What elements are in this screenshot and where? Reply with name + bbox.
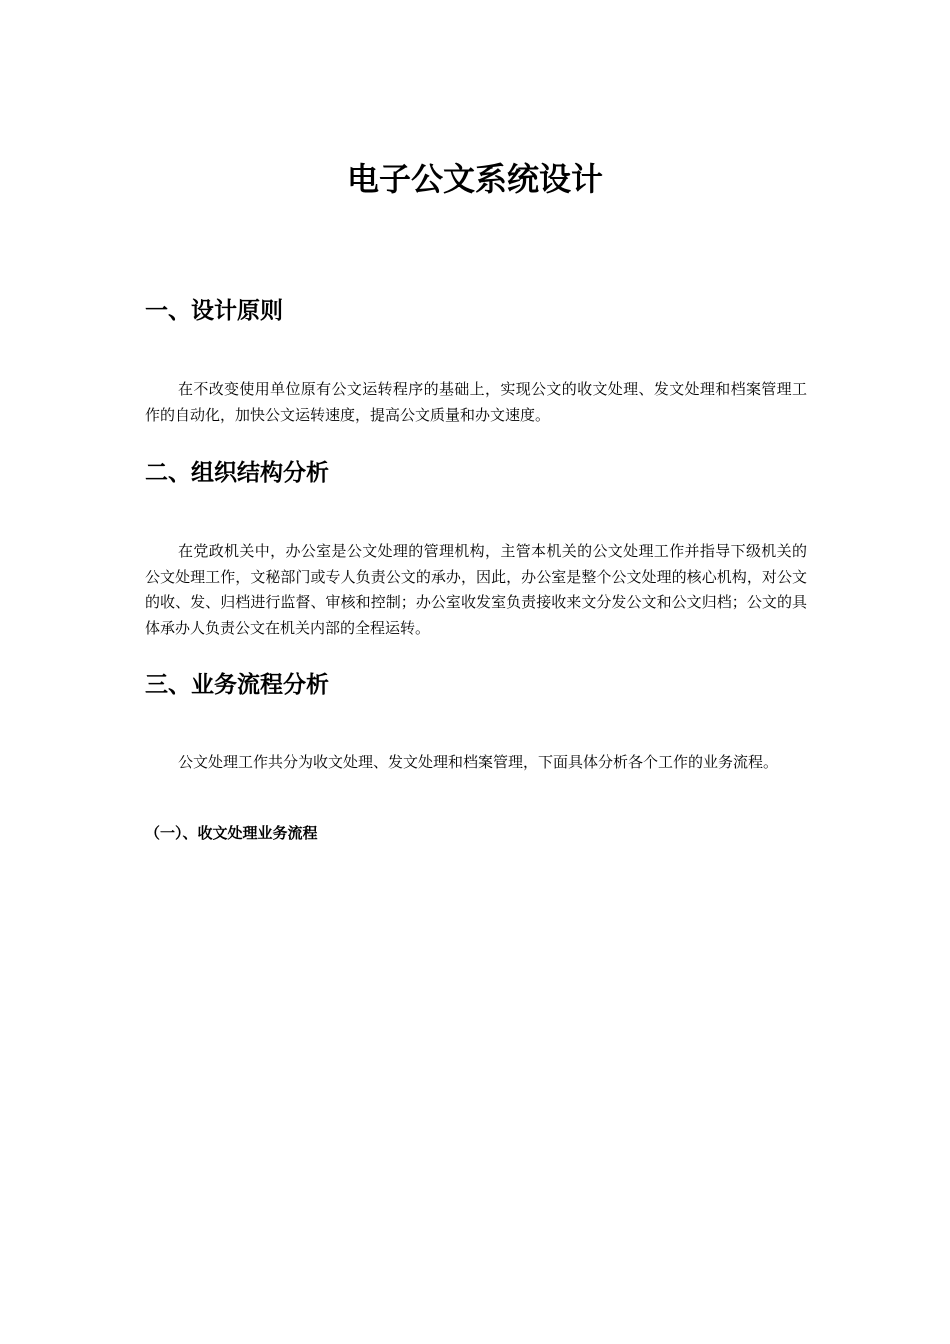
document-title: 电子公文系统设计 — [346, 160, 603, 198]
section-heading-organization-structure: 二、组织结构分析 — [145, 460, 329, 486]
subsection-heading-incoming-document-process: （一）、收文处理业务流程 — [145, 824, 318, 842]
paragraph-design-principles: 在不改变使用单位原有公文运转程序的基础上，实现公文的收文处理、发文处理和档案管理工作的自动化，加快公文运转速度，提高公文质量和办文速度。 — [145, 380, 807, 424]
paragraph-business-process: 公文处理工作共分为收文处理、发文处理和档案管理，下面具体分析各个工作的业务流程。 — [178, 753, 779, 771]
section-heading-design-principles: 一、设计原则 — [145, 298, 283, 324]
section-heading-business-process: 三、业务流程分析 — [145, 672, 329, 698]
paragraph-organization-structure: 在党政机关中，办公室是公文处理的管理机构，主管本机关的公文处理工作并指导下级机关的公文处理工作，文秘部门或专人负责公文的承办，因此，办公室是整个公文处理的核心机构，对公文的收、发、归档进行监督、审核和控制；办公室收发室负责接收来文分发公文和公文归档；公文的具体承办人负责公文在机关内部的全程运转。 — [145, 542, 807, 637]
